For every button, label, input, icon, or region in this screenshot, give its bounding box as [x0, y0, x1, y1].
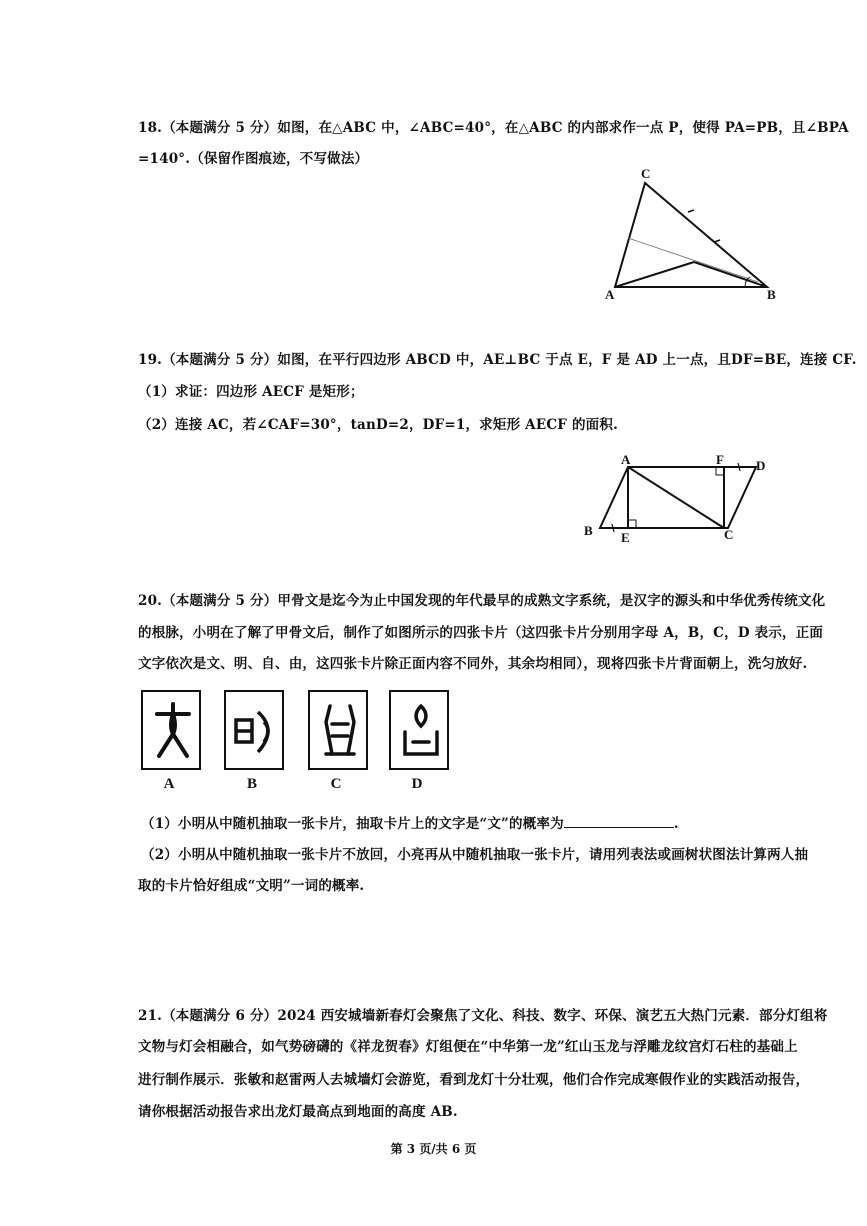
label-c: C	[641, 166, 651, 181]
segment-bp	[694, 262, 767, 287]
triangle-abc	[615, 183, 767, 287]
label-b: B	[584, 523, 593, 538]
oracle-ming-glyph-icon	[226, 692, 286, 772]
q21-line-1: 21.（本题满分 6 分）2024 西安城墙新春灯会聚焦了文化、科技、数字、环保、演艺五大热门元素．部分灯组将	[138, 1008, 828, 1024]
parallelogram-abcd	[600, 467, 756, 528]
q20-part-2-line-1: （2）小明从中随机抽取一张卡片不放回，小亮再从中随机抽取一张卡片，请用列表法或画树状图法计算两人抽	[141, 847, 809, 863]
q21-line-2: 文物与灯会相融合，如气势磅礴的《祥龙贺春》灯组便在“中华第一龙”红山玉龙与浮雕龙纹宫灯石柱的基础上	[138, 1039, 798, 1055]
card-label-d: D	[411, 776, 423, 792]
card-a	[141, 690, 201, 770]
oracle-you-glyph-icon	[391, 692, 451, 772]
q20-part-1-end: .	[673, 816, 679, 832]
segment-ap	[615, 262, 694, 287]
card-d	[389, 690, 449, 770]
card-label-b: B	[246, 776, 257, 792]
label-c: C	[724, 527, 734, 542]
construction-arc-line	[628, 238, 758, 282]
card-b	[224, 690, 284, 770]
label-d: D	[756, 458, 766, 473]
page-footer: 第 3 页/共 6 页	[390, 1142, 477, 1156]
label-a: A	[605, 287, 615, 302]
q18-line-2: =140°.（保留作图痕迹，不写做法）	[138, 151, 369, 167]
q19-line-1: 19.（本题满分 5 分）如图，在平行四边形 ABCD 中，AE⊥BC 于点 E，F 是 AD 上一点，且DF=BE，连接 CF.	[138, 352, 857, 368]
q20-part-1-text: （1）小明从中随机抽取一张卡片，抽取卡片上的文字是“文”的概率为	[141, 816, 564, 832]
q21-line-4: 请你根据活动报告求出龙灯最高点到地面的高度 AB.	[138, 1104, 458, 1120]
q20-part-2-line-2: 取的卡片恰好组成“文明”一词的概率.	[138, 878, 365, 894]
q20-line-3: 文字依次是文、明、自、由，这四张卡片除正面内容不同外，其余均相同），现将四张卡片背面朝上，洗匀放好.	[138, 656, 808, 672]
q18-line-1: 18.（本题满分 5 分）如图，在△ABC 中，∠ABC=40°，在△ABC 的内部求作一点 P，使得 PA=PB，且∠BPA	[138, 120, 849, 136]
q19-part-2: （2）连接 AC，若∠CAF=30°，tanD=2，DF=1，求矩形 AECF 的面积.	[138, 417, 618, 433]
q19-part-1: （1）求证：四边形 AECF 是矩形；	[138, 384, 364, 400]
label-a: A	[621, 452, 631, 467]
q21-line-3: 进行制作展示．张敏和赵雷两人去城墙灯会游览，看到龙灯十分壮观，他们合作完成寒假作业的实践活动报告，	[138, 1072, 810, 1088]
q20-line-1: 20.（本题满分 5 分）甲骨文是迄今为止中国发现的年代最早的成熟文字系统，是汉字的源头和中华优秀传统文化	[138, 593, 826, 609]
oracle-zi-glyph-icon	[310, 692, 370, 772]
label-f: F	[716, 452, 724, 467]
q20-line-2: 的根脉，小明在了解了甲骨文后，制作了如图所示的四张卡片（这四张卡片分别用字母 A，B，C，D 表示，正面	[138, 625, 824, 641]
label-e: E	[621, 530, 630, 545]
card-label-a: A	[163, 776, 175, 792]
oracle-wen-glyph-icon	[143, 692, 203, 772]
q20-part-1	[141, 812, 679, 832]
segment-ac	[628, 467, 724, 528]
label-b: B	[767, 287, 776, 302]
card-c	[308, 690, 368, 770]
answer-blank[interactable]	[564, 815, 674, 828]
card-label-c: C	[330, 776, 342, 792]
